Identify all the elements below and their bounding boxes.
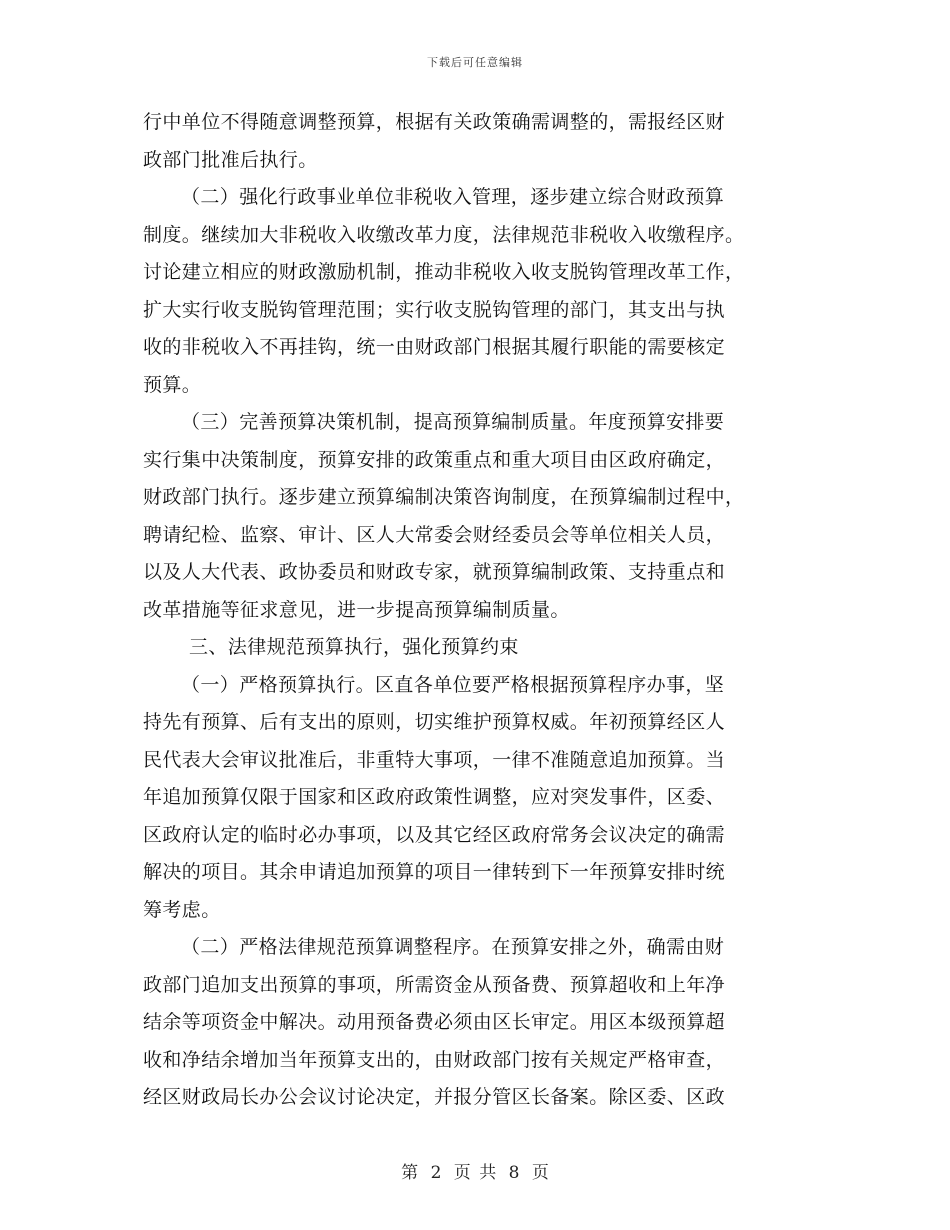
text-line: 聘请纪检、监察、审计、区人大常委会财经委员会等单位相关人员，	[143, 523, 726, 546]
section-heading: 三、法律规范预算执行，强化预算约束	[189, 636, 519, 658]
paragraph-start: （二）严格法律规范预算调整程序。在预算安排之外，确需由财	[181, 936, 725, 958]
text-line: 结余等项资金中解决。动用预备费必须由区长审定。用区本级预算超	[143, 1011, 726, 1033]
text-line: 民代表大会审议批准后，非重特大事项，一律不准随意追加预算。当	[143, 748, 726, 771]
text-line: 扩大实行收支脱钩管理范围；实行收支脱钩管理的部门，其支出与执	[143, 298, 726, 321]
paragraph-start: （一）严格预算执行。区直各单位要严格根据预算程序办事，坚	[181, 673, 725, 696]
footer-suffix: 页	[531, 1163, 549, 1183]
text-line: 收的非税收入不再挂钩，统一由财政部门根据其履行职能的需要核定	[143, 336, 726, 358]
text-line: 讨论建立相应的财政激励机制，推动非税收入收支脱钩管理改革工作，	[143, 261, 745, 283]
text-line: 政部门追加支出预算的事项，所需资金从预备费、预算超收和上年净	[143, 973, 726, 996]
total-pages: 8	[508, 1163, 520, 1183]
paragraph-start: （二）强化行政事业单位非税收入管理，逐步建立综合财政预算	[181, 186, 725, 208]
body-text	[143, 104, 803, 1117]
text-line: 区政府认定的临时必办事项，以及其它经区政府常务会议决定的确需	[143, 823, 726, 846]
paragraph-start: （三）完善预算决策机制，提高预算编制质量。年度预算安排要	[181, 411, 725, 433]
text-line: 预算。	[143, 373, 202, 396]
text-line: 财政部门执行。逐步建立预算编制决策咨询制度，在预算编制过程中，	[143, 486, 745, 508]
text-line: 持先有预算、后有支出的原则，切实维护预算权威。年初预算经区人	[143, 711, 726, 733]
text-line: 经区财政局长办公会议讨论决定，并报分管区长备案。除区委、区政	[143, 1086, 726, 1108]
text-line: 年追加预算仅限于国家和区政府政策性调整，应对突发事件，区委、	[143, 786, 726, 808]
text-line: 行中单位不得随意调整预算，根据有关政策确需调整的，需报经区财	[143, 111, 726, 133]
text-line: 政部门批准后执行。	[143, 148, 318, 171]
text-line: 收和净结余增加当年预算支出的，由财政部门按有关规定严格审查，	[143, 1048, 726, 1071]
text-line: 改革措施等征求意见，进一步提高预算编制质量。	[143, 598, 570, 621]
footer-prefix: 第	[401, 1163, 419, 1183]
text-line: 实行集中决策制度，预算安排的政策重点和重大项目由区政府确定，	[143, 448, 726, 471]
page-header: 下载后可任意编辑	[427, 56, 523, 69]
text-line: 解决的项目。其余申请追加预算的项目一律转到下一年预算安排时统	[143, 861, 726, 883]
text-line: 制度。继续加大非税收入收缴改革力度，法律规范非税收入收缴程序。	[143, 223, 745, 246]
page-footer	[0, 1158, 950, 1183]
footer-middle: 页 共	[453, 1163, 497, 1183]
text-line: 以及人大代表、政协委员和财政专家，就预算编制政策、支持重点和	[143, 561, 726, 583]
page-number: 2	[430, 1163, 442, 1183]
text-line: 筹考虑。	[143, 898, 221, 921]
